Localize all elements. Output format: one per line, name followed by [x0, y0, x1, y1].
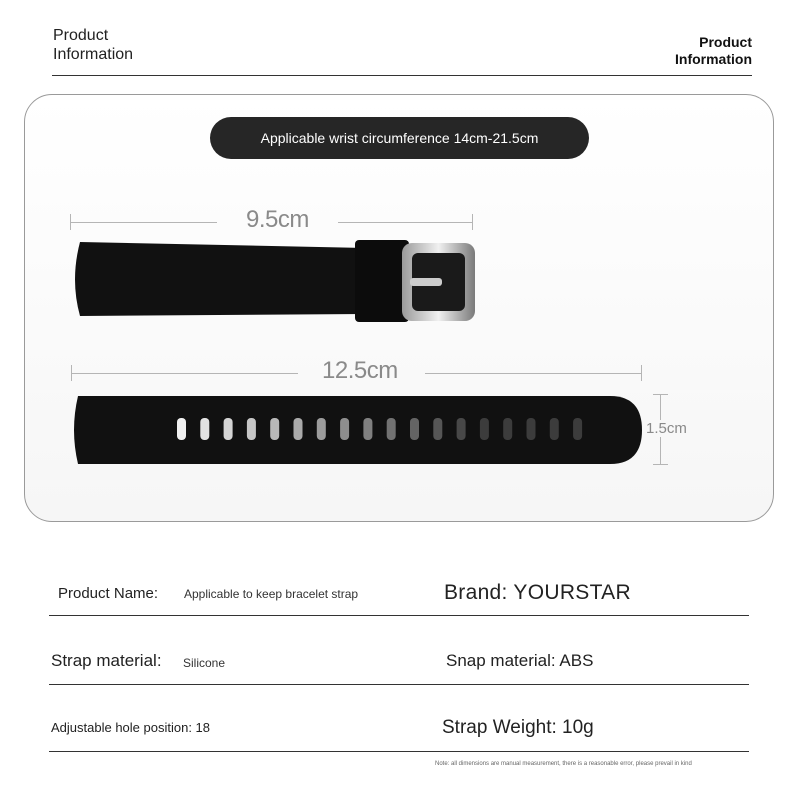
strap-hole: [480, 418, 489, 440]
short-strap-body: [75, 242, 366, 316]
strap-hole: [224, 418, 233, 440]
header-left-line1: Product: [53, 27, 109, 44]
brand: Brand: YOURSTAR: [444, 581, 631, 604]
short-strap-length: 9.5cm: [246, 206, 309, 233]
dimension-line-short-right: [338, 222, 472, 223]
strap-hole: [200, 418, 209, 440]
short-strap-with-buckle: [66, 236, 486, 328]
adjustable-hole-position: Adjustable hole position: 18: [51, 720, 211, 735]
strap-hole: [457, 418, 466, 440]
strap-keeper-loop: [355, 240, 409, 322]
header-title-left: [53, 26, 133, 64]
strap-material-value: Silicone: [183, 656, 226, 670]
strap-width: 1.5cm: [646, 420, 687, 437]
snap-material: Snap material: ABS: [446, 651, 594, 670]
dimension-tick: [472, 214, 473, 230]
dimension-tick: [71, 365, 72, 381]
strap-hole: [410, 418, 419, 440]
header-divider: [52, 75, 752, 76]
header-title-right: [675, 34, 752, 68]
dimension-tick: [653, 394, 668, 395]
row-divider: [49, 751, 749, 752]
strap-hole: [503, 418, 512, 440]
strap-material-label: Strap material:: [51, 651, 162, 670]
strap-hole: [340, 418, 349, 440]
strap-hole: [550, 418, 559, 440]
dimension-line-short-left: [70, 222, 217, 223]
dimension-tick: [653, 464, 668, 465]
strap-weight: Strap Weight: 10g: [442, 717, 594, 738]
strap-hole: [177, 418, 186, 440]
product-name-value: Applicable to keep bracelet strap: [184, 587, 359, 601]
dimension-tick: [641, 365, 642, 381]
strap-hole: [317, 418, 326, 440]
row-divider: [49, 684, 749, 685]
header-right-line2: Information: [675, 51, 752, 67]
long-strap-with-holes: [70, 392, 650, 468]
wrist-circumference-banner: Applicable wrist circumference 14cm-21.5cm: [210, 117, 589, 159]
strap-hole: [294, 418, 303, 440]
measurement-note: Note: all dimensions are manual measurement, there is a reasonable error, please prevail in kind: [435, 761, 692, 767]
strap-hole: [363, 418, 372, 440]
dimension-line-long-right: [425, 373, 641, 374]
buckle-pin: [410, 278, 442, 286]
dimension-line-long-left: [71, 373, 298, 374]
strap-hole: [433, 418, 442, 440]
row-divider: [49, 615, 749, 616]
strap-hole: [247, 418, 256, 440]
strap-hole: [270, 418, 279, 440]
strap-hole: [527, 418, 536, 440]
header-left-line2: Information: [53, 46, 134, 63]
header-right-line1: Product: [699, 34, 752, 50]
product-name-label: Product Name:: [58, 585, 159, 602]
strap-hole: [387, 418, 396, 440]
strap-hole: [573, 418, 582, 440]
dimension-tick: [70, 214, 71, 230]
long-strap-length: 12.5cm: [322, 357, 398, 384]
